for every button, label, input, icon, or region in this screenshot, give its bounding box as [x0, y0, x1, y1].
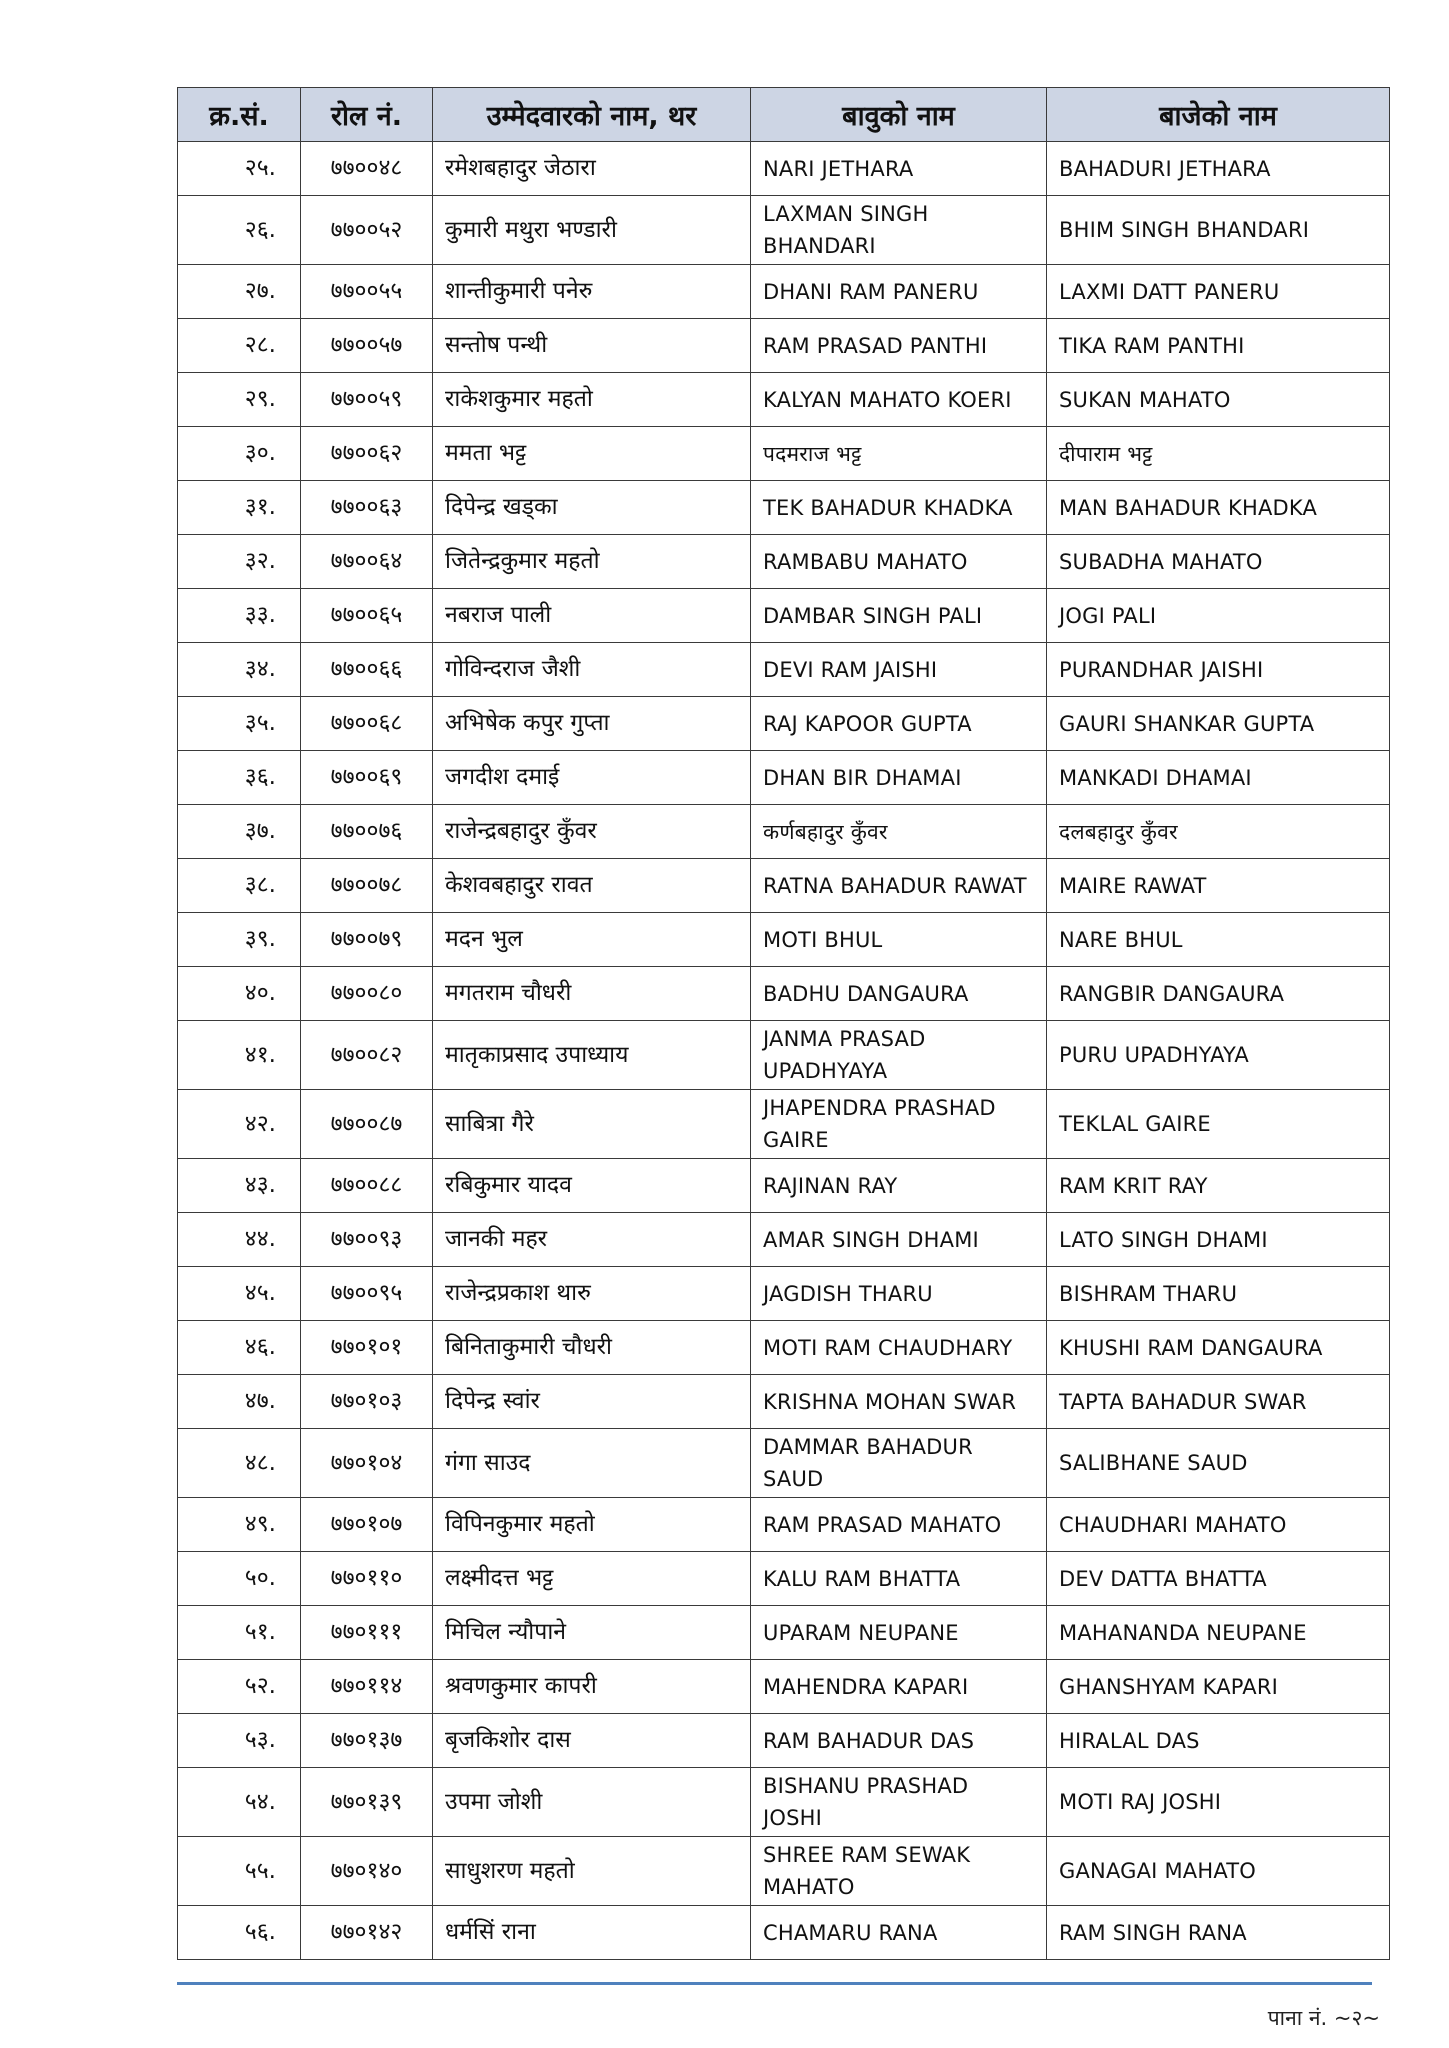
- father-name-cell: LAXMAN SINGH BHANDARI: [751, 196, 1047, 265]
- candidate-name-cell: राकेशकुमार महतो: [433, 373, 751, 427]
- table-row: [178, 535, 1390, 589]
- roll-no-cell: ७७००७६: [301, 805, 433, 859]
- roll-no-cell: ७७००६६: [301, 643, 433, 697]
- serial-no-cell: २७.: [178, 265, 301, 319]
- father-name-cell: TEK BAHADUR KHADKA: [751, 481, 1047, 535]
- roll-no-cell: ७७००५९: [301, 373, 433, 427]
- father-name-cell: CHAMARU RANA: [751, 1906, 1047, 1960]
- candidate-name-cell: मिचिल न्यौपाने: [433, 1606, 751, 1660]
- table-row: [178, 1660, 1390, 1714]
- grandfather-name-cell: MAHANANDA NEUPANE: [1047, 1606, 1390, 1660]
- father-name-cell: BADHU DANGAURA: [751, 967, 1047, 1021]
- candidate-name-cell: नबराज पाली: [433, 589, 751, 643]
- header-row: [178, 88, 1390, 142]
- roll-no-cell: ७७००८२: [301, 1021, 433, 1090]
- roll-no-cell: ७७००८८: [301, 1159, 433, 1213]
- table-row: [178, 1090, 1390, 1159]
- grandfather-name-cell: DEV DATTA BHATTA: [1047, 1552, 1390, 1606]
- roll-no-cell: ७७००५२: [301, 196, 433, 265]
- table-row: [178, 1267, 1390, 1321]
- table-row: [178, 319, 1390, 373]
- father-name-cell: DEVI RAM JAISHI: [751, 643, 1047, 697]
- candidate-name-cell: रमेशबहादुर जेठारा: [433, 142, 751, 196]
- candidate-name-cell: उपमा जोशी: [433, 1768, 751, 1837]
- grandfather-name-cell: RAM KRIT RAY: [1047, 1159, 1390, 1213]
- serial-no-cell: ४८.: [178, 1429, 301, 1498]
- table-row: [178, 1498, 1390, 1552]
- grandfather-name-cell: PURU UPADHYAYA: [1047, 1021, 1390, 1090]
- candidate-name-cell: विपिनकुमार महतो: [433, 1498, 751, 1552]
- roll-no-cell: ७७००७८: [301, 859, 433, 913]
- candidate-name-cell: साबित्रा गैरे: [433, 1090, 751, 1159]
- roll-no-cell: ७७०१०४: [301, 1429, 433, 1498]
- table-row: [178, 1837, 1390, 1906]
- father-name-cell: DAMBAR SINGH PALI: [751, 589, 1047, 643]
- roll-no-cell: ७७०११४: [301, 1660, 433, 1714]
- father-name-cell: पदमराज भट्ट: [751, 427, 1047, 481]
- father-name-cell: JANMA PRASAD UPADHYAYA: [751, 1021, 1047, 1090]
- father-name-cell: UPARAM NEUPANE: [751, 1606, 1047, 1660]
- grandfather-name-cell: TIKA RAM PANTHI: [1047, 319, 1390, 373]
- roll-no-cell: ७७००९३: [301, 1213, 433, 1267]
- father-name-cell: DAMMAR BAHADUR SAUD: [751, 1429, 1047, 1498]
- candidate-name-cell: गोविन्दराज जैशी: [433, 643, 751, 697]
- serial-no-cell: २९.: [178, 373, 301, 427]
- grandfather-name-cell: GHANSHYAM KAPARI: [1047, 1660, 1390, 1714]
- grandfather-name-cell: TAPTA BAHADUR SWAR: [1047, 1375, 1390, 1429]
- candidate-name-cell: बिनिताकुमारी चौधरी: [433, 1321, 751, 1375]
- father-name-cell: JAGDISH THARU: [751, 1267, 1047, 1321]
- candidate-name-cell: साधुशरण महतो: [433, 1837, 751, 1906]
- grandfather-name-cell: MAN BAHADUR KHADKA: [1047, 481, 1390, 535]
- table-row: [178, 697, 1390, 751]
- candidate-name-cell: दिपेन्द्र खड्का: [433, 481, 751, 535]
- serial-no-cell: ४४.: [178, 1213, 301, 1267]
- candidate-name-cell: गंगा साउद: [433, 1429, 751, 1498]
- serial-no-cell: ३०.: [178, 427, 301, 481]
- grandfather-name-cell: GAURI SHANKAR GUPTA: [1047, 697, 1390, 751]
- roll-no-cell: ७७०१४२: [301, 1906, 433, 1960]
- grandfather-name-cell: JOGI PALI: [1047, 589, 1390, 643]
- serial-no-cell: ४२.: [178, 1090, 301, 1159]
- table-row: [178, 1429, 1390, 1498]
- father-name-cell: RAMBABU MAHATO: [751, 535, 1047, 589]
- father-name-cell: MAHENDRA KAPARI: [751, 1660, 1047, 1714]
- table-row: [178, 859, 1390, 913]
- grandfather-name-cell: PURANDHAR JAISHI: [1047, 643, 1390, 697]
- grandfather-name-cell: SUKAN MAHATO: [1047, 373, 1390, 427]
- father-name-cell: SHREE RAM SEWAK MAHATO: [751, 1837, 1047, 1906]
- table-row: [178, 142, 1390, 196]
- candidate-table: [177, 87, 1390, 1960]
- father-name-cell: KALYAN MAHATO KOERI: [751, 373, 1047, 427]
- table-row: [178, 643, 1390, 697]
- page-number: पाना नं. ~२~: [1267, 2006, 1380, 2030]
- candidate-name-cell: केशवबहादुर रावत: [433, 859, 751, 913]
- table-row: [178, 481, 1390, 535]
- serial-no-cell: ३१.: [178, 481, 301, 535]
- grandfather-name-cell: LAXMI DATT PANERU: [1047, 265, 1390, 319]
- table-row: [178, 1375, 1390, 1429]
- roll-no-cell: ७७०१०७: [301, 1498, 433, 1552]
- father-name-cell: RAM PRASAD PANTHI: [751, 319, 1047, 373]
- father-name-cell: KALU RAM BHATTA: [751, 1552, 1047, 1606]
- grandfather-name-cell: MAIRE RAWAT: [1047, 859, 1390, 913]
- candidate-name-cell: मगतराम चौधरी: [433, 967, 751, 1021]
- father-name-cell: BISHANU PRASHAD JOSHI: [751, 1768, 1047, 1837]
- father-name-cell: MOTI RAM CHAUDHARY: [751, 1321, 1047, 1375]
- roll-no-cell: ७७००४८: [301, 142, 433, 196]
- grandfather-name-cell: BAHADURI JETHARA: [1047, 142, 1390, 196]
- grandfather-name-cell: दलबहादुर कुँवर: [1047, 805, 1390, 859]
- serial-no-cell: २८.: [178, 319, 301, 373]
- serial-no-cell: ५३.: [178, 1714, 301, 1768]
- table-header: [178, 88, 1390, 142]
- header-serial-no: क्र.सं.: [178, 88, 301, 142]
- serial-no-cell: ३५.: [178, 697, 301, 751]
- grandfather-name-cell: MANKADI DHAMAI: [1047, 751, 1390, 805]
- serial-no-cell: ४३.: [178, 1159, 301, 1213]
- serial-no-cell: ५०.: [178, 1552, 301, 1606]
- father-name-cell: RAM BAHADUR DAS: [751, 1714, 1047, 1768]
- candidate-name-cell: जगदीश दमाई: [433, 751, 751, 805]
- grandfather-name-cell: CHAUDHARI MAHATO: [1047, 1498, 1390, 1552]
- grandfather-name-cell: GANAGAI MAHATO: [1047, 1837, 1390, 1906]
- serial-no-cell: ३७.: [178, 805, 301, 859]
- father-name-cell: RAJ KAPOOR GUPTA: [751, 697, 1047, 751]
- table-row: [178, 1606, 1390, 1660]
- table-row: [178, 1213, 1390, 1267]
- serial-no-cell: ३२.: [178, 535, 301, 589]
- table-row: [178, 1768, 1390, 1837]
- header-father-name: बावुको नाम: [751, 88, 1047, 142]
- roll-no-cell: ७७००६८: [301, 697, 433, 751]
- father-name-cell: AMAR SINGH DHAMI: [751, 1213, 1047, 1267]
- serial-no-cell: ४०.: [178, 967, 301, 1021]
- table-row: [178, 1714, 1390, 1768]
- grandfather-name-cell: NARE BHUL: [1047, 913, 1390, 967]
- serial-no-cell: ४१.: [178, 1021, 301, 1090]
- father-name-cell: NARI JETHARA: [751, 142, 1047, 196]
- serial-no-cell: ३३.: [178, 589, 301, 643]
- serial-no-cell: २५.: [178, 142, 301, 196]
- father-name-cell: RAM PRASAD MAHATO: [751, 1498, 1047, 1552]
- serial-no-cell: ४५.: [178, 1267, 301, 1321]
- serial-no-cell: ४६.: [178, 1321, 301, 1375]
- footer-rule: [177, 1982, 1372, 1985]
- father-name-cell: MOTI BHUL: [751, 913, 1047, 967]
- candidate-name-cell: अभिषेक कपुर गुप्ता: [433, 697, 751, 751]
- serial-no-cell: ३९.: [178, 913, 301, 967]
- candidate-name-cell: ममता भट्ट: [433, 427, 751, 481]
- serial-no-cell: ५१.: [178, 1606, 301, 1660]
- grandfather-name-cell: BHIM SINGH BHANDARI: [1047, 196, 1390, 265]
- father-name-cell: कर्णबहादुर कुँवर: [751, 805, 1047, 859]
- header-candidate-name: उम्मेदवारको नाम, थर: [433, 88, 751, 142]
- candidate-name-cell: मदन भुल: [433, 913, 751, 967]
- candidate-name-cell: कुमारी मथुरा भण्डारी: [433, 196, 751, 265]
- table-row: [178, 751, 1390, 805]
- roll-no-cell: ७७०१३७: [301, 1714, 433, 1768]
- grandfather-name-cell: KHUSHI RAM DANGAURA: [1047, 1321, 1390, 1375]
- serial-no-cell: ४९.: [178, 1498, 301, 1552]
- father-name-cell: JHAPENDRA PRASHAD GAIRE: [751, 1090, 1047, 1159]
- roll-no-cell: ७७००६२: [301, 427, 433, 481]
- table-row: [178, 427, 1390, 481]
- grandfather-name-cell: LATO SINGH DHAMI: [1047, 1213, 1390, 1267]
- table-row: [178, 589, 1390, 643]
- father-name-cell: RAJINAN RAY: [751, 1159, 1047, 1213]
- roll-no-cell: ७७००६४: [301, 535, 433, 589]
- table-row: [178, 373, 1390, 427]
- candidate-name-cell: जितेन्द्रकुमार महतो: [433, 535, 751, 589]
- roll-no-cell: ७७००८०: [301, 967, 433, 1021]
- candidate-name-cell: रबिकुमार यादव: [433, 1159, 751, 1213]
- serial-no-cell: ५४.: [178, 1768, 301, 1837]
- grandfather-name-cell: दीपाराम भट्ट: [1047, 427, 1390, 481]
- serial-no-cell: ३४.: [178, 643, 301, 697]
- table-row: [178, 1021, 1390, 1090]
- grandfather-name-cell: HIRALAL DAS: [1047, 1714, 1390, 1768]
- grandfather-name-cell: RANGBIR DANGAURA: [1047, 967, 1390, 1021]
- serial-no-cell: ५६.: [178, 1906, 301, 1960]
- header-roll-no: रोल नं.: [301, 88, 433, 142]
- grandfather-name-cell: SUBADHA MAHATO: [1047, 535, 1390, 589]
- roll-no-cell: ७७००८७: [301, 1090, 433, 1159]
- grandfather-name-cell: RAM SINGH RANA: [1047, 1906, 1390, 1960]
- roll-no-cell: ७७००६९: [301, 751, 433, 805]
- table-row: [178, 805, 1390, 859]
- candidate-name-cell: दिपेन्द्र स्वांर: [433, 1375, 751, 1429]
- candidate-name-cell: जानकी महर: [433, 1213, 751, 1267]
- father-name-cell: KRISHNA MOHAN SWAR: [751, 1375, 1047, 1429]
- serial-no-cell: ५२.: [178, 1660, 301, 1714]
- serial-no-cell: ५५.: [178, 1837, 301, 1906]
- table-row: [178, 1321, 1390, 1375]
- candidate-name-cell: राजेन्द्रबहादुर कुँवर: [433, 805, 751, 859]
- roll-no-cell: ७७००६३: [301, 481, 433, 535]
- father-name-cell: DHANI RAM PANERU: [751, 265, 1047, 319]
- candidate-name-cell: सन्तोष पन्थी: [433, 319, 751, 373]
- roll-no-cell: ७७००५५: [301, 265, 433, 319]
- serial-no-cell: ४७.: [178, 1375, 301, 1429]
- father-name-cell: RATNA BAHADUR RAWAT: [751, 859, 1047, 913]
- candidate-name-cell: मातृकाप्रसाद उपाध्याय: [433, 1021, 751, 1090]
- table-row: [178, 1906, 1390, 1960]
- roll-no-cell: ७७०१०१: [301, 1321, 433, 1375]
- roll-no-cell: ७७००९५: [301, 1267, 433, 1321]
- roll-no-cell: ७७०१०३: [301, 1375, 433, 1429]
- table-row: [178, 1552, 1390, 1606]
- table-body: [178, 142, 1390, 1960]
- serial-no-cell: ३८.: [178, 859, 301, 913]
- serial-no-cell: २६.: [178, 196, 301, 265]
- candidate-name-cell: बृजकिशोर दास: [433, 1714, 751, 1768]
- candidate-name-cell: शान्तीकुमारी पनेरु: [433, 265, 751, 319]
- roll-no-cell: ७७०११०: [301, 1552, 433, 1606]
- grandfather-name-cell: MOTI RAJ JOSHI: [1047, 1768, 1390, 1837]
- grandfather-name-cell: TEKLAL GAIRE: [1047, 1090, 1390, 1159]
- grandfather-name-cell: BISHRAM THARU: [1047, 1267, 1390, 1321]
- roll-no-cell: ७७००६५: [301, 589, 433, 643]
- table-row: [178, 967, 1390, 1021]
- table-row: [178, 196, 1390, 265]
- candidate-name-cell: लक्ष्मीदत्त भट्ट: [433, 1552, 751, 1606]
- candidate-name-cell: श्रवणकुमार कापरी: [433, 1660, 751, 1714]
- candidate-name-cell: धर्मसिं राना: [433, 1906, 751, 1960]
- roll-no-cell: ७७०१११: [301, 1606, 433, 1660]
- table-row: [178, 913, 1390, 967]
- roll-no-cell: ७७०१३९: [301, 1768, 433, 1837]
- header-grandfather-name: बाजेको नाम: [1047, 88, 1390, 142]
- roll-no-cell: ७७०१४०: [301, 1837, 433, 1906]
- serial-no-cell: ३६.: [178, 751, 301, 805]
- table-row: [178, 265, 1390, 319]
- father-name-cell: DHAN BIR DHAMAI: [751, 751, 1047, 805]
- roll-no-cell: ७७००५७: [301, 319, 433, 373]
- candidate-name-cell: राजेन्द्रप्रकाश थारु: [433, 1267, 751, 1321]
- roll-no-cell: ७७००७९: [301, 913, 433, 967]
- grandfather-name-cell: SALIBHANE SAUD: [1047, 1429, 1390, 1498]
- table-row: [178, 1159, 1390, 1213]
